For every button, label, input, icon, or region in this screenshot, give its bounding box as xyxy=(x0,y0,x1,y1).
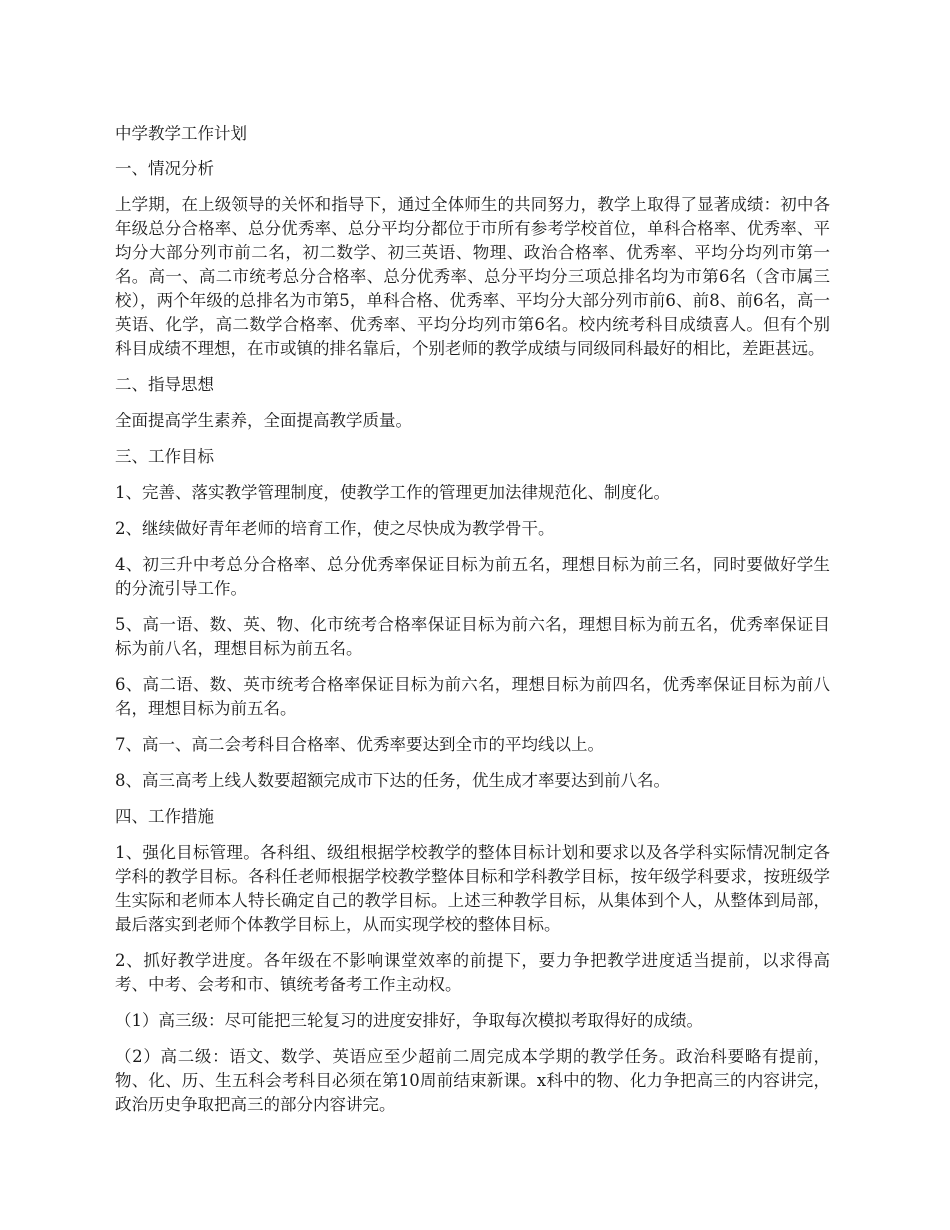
list-item: 2、继续做好青年老师的培育工作，使之尽快成为教学骨干。 xyxy=(115,519,555,538)
paragraph: 上学期，在上级领导的关怀和指导下，通过全体师生的共同努力，教学上取得了显著成绩：初中各年级总分合格率、总分优秀率、总分平均分都位于市所有参考学校首位，单科合格率、优秀率、平均分大部分列市前二名，初二数学、初三英语、物理、政治合格率、优秀率、平均分均列市第一名。高一、高二市统考总分合格率、总分优秀率、总分平均分三项总排名均为市第6名（含市属三校），两个年级的总排名为市第5，单科合格、优秀率、平均分大部分列市前6、前8、前6名，高一英语、化学，高二数学合格率、优秀率、平均分均列市第6名。校内统考科目成绩喜人。但有个别科目成绩不理想，在市或镇的排名靠后，个别老师的教学成绩与同级同科最好的相比，差距甚远。 xyxy=(115,195,830,358)
section-heading-situation: 一、情况分析 xyxy=(115,159,214,178)
list-item: （1）高三级：尽可能把三轮复习的进度安排好，争取每次模拟考取得好的成绩。 xyxy=(115,1011,703,1030)
section-heading-work-goals: 三、工作目标 xyxy=(115,447,214,466)
section-heading-work-measures: 四、工作措施 xyxy=(115,807,214,826)
section-heading-guiding-thought: 二、指导思想 xyxy=(115,375,214,394)
list-item: 5、高一语、数、英、物、化市统考合格率保证目标为前六名，理想目标为前五名，优秀率保证目标为前八名，理想目标为前五名。 xyxy=(115,615,830,658)
list-item: 7、高一、高二会考科目合格率、优秀率要达到全市的平均线以上。 xyxy=(115,735,604,754)
list-item: 4、初三升中考总分合格率、总分优秀率保证目标为前五名，理想目标为前三名，同时要做好学生的分流引导工作。 xyxy=(115,555,830,598)
list-item: 8、高三高考上线人数要超额完成市下达的任务，优生成才率要达到前八名。 xyxy=(115,771,670,790)
list-item: 2、抓好教学进度。各年级在不影响课堂效率的前提下，要力争把教学进度适当提前，以求得高考、中考、会考和市、镇统考备考工作主动权。 xyxy=(115,951,830,994)
list-item: 6、高二语、数、英市统考合格率保证目标为前六名，理想目标为前四名，优秀率保证目标为前八名，理想目标为前五名。 xyxy=(115,675,830,718)
document-title: 中学教学工作计划 xyxy=(115,124,247,143)
list-item: 1、完善、落实教学管理制度，使教学工作的管理更加法律规范化、制度化。 xyxy=(115,483,670,502)
list-item: 1、强化目标管理。各科组、级组根据学校教学的整体目标计划和要求以及各学科实际情况制定各学科的教学目标。各科任老师根据学校教学整体目标和学科教学目标，按年级学科要求，按班级学生实际和老师本人特长确定自己的教学目标。上述三种教学目标，从集体到个人，从整体到局部，最后落实到老师个体教学目标上，从而实现学校的整体目标。 xyxy=(115,843,830,934)
list-item: （2）高二级：语文、数学、英语应至少超前二周完成本学期的教学任务。政治科要略有提前，物、化、历、生五科会考科目必须在第10周前结束新课。x科中的物、化力争把高三的内容讲完，政治历史争取把高三的部分内容讲完。 xyxy=(115,1047,830,1114)
document-page xyxy=(115,122,830,1129)
paragraph: 全面提高学生素养，全面提高教学质量。 xyxy=(115,411,412,430)
